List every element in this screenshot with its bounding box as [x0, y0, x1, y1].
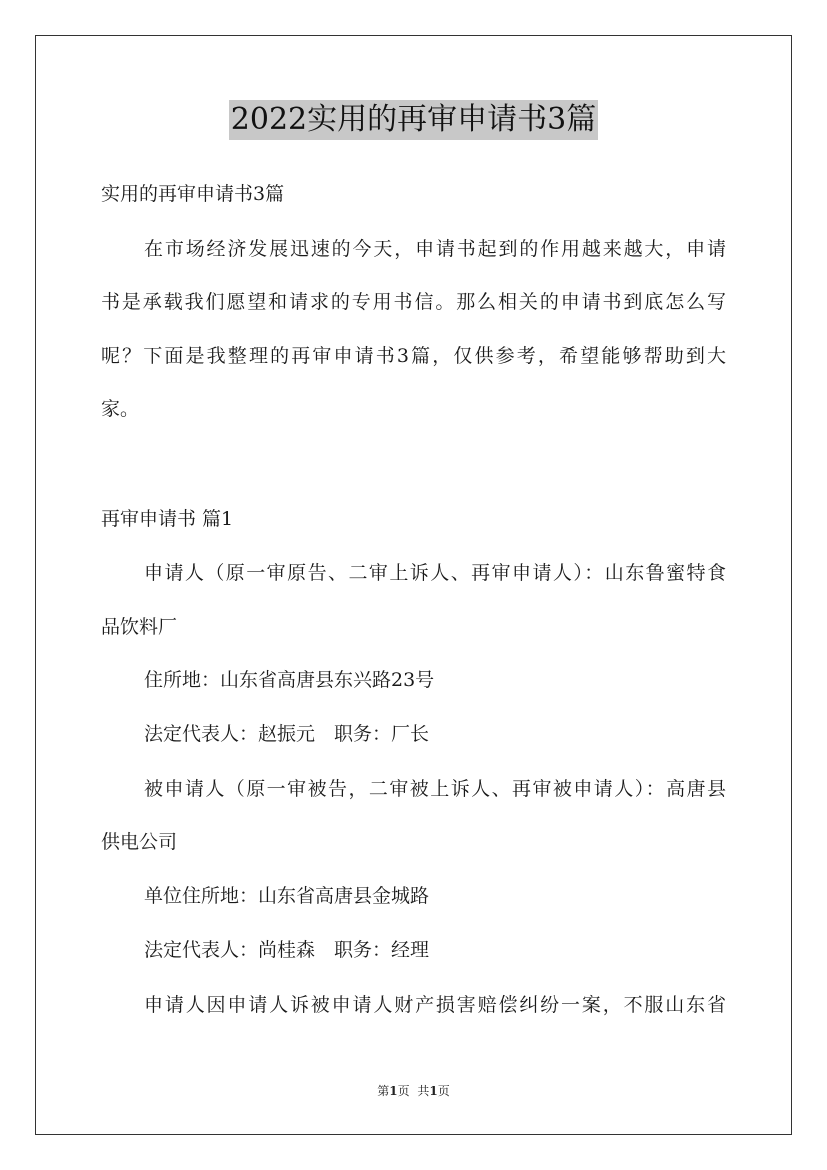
page-total: 1 — [429, 1084, 438, 1098]
body-line-3: 住所地：山东省高唐县东兴路23号 — [144, 669, 435, 691]
body-line-1: 申请人（原一审原告、二审上诉人、再审申请人）：山东鲁蜜特食 — [144, 562, 726, 584]
body-line-8: 法定代表人：尚桂森 职务：经理 — [144, 939, 430, 961]
body-line-4: 法定代表人：赵振元 职务：厂长 — [144, 723, 430, 745]
section-heading: 再审申请书 篇1 — [101, 508, 234, 530]
page-prefix: 第 — [377, 1084, 390, 1098]
body-line-7: 单位住所地：山东省高唐县金城路 — [144, 885, 430, 907]
page-footer — [0, 1083, 827, 1099]
title-block — [0, 100, 827, 140]
intro-line-4: 家。 — [101, 398, 140, 420]
subtitle: 实用的再审申请书3篇 — [101, 183, 285, 205]
page-suffix: 页 — [397, 1084, 410, 1098]
total-prefix: 共 — [417, 1084, 430, 1098]
body-line-9: 申请人因申请人诉被申请人财产损害赔偿纠纷一案，不服山东省 — [144, 994, 726, 1016]
intro-line-2: 书是承载我们愿望和请求的专用书信。那么相关的申请书到底怎么写 — [101, 291, 726, 313]
total-suffix: 页 — [437, 1084, 450, 1098]
document-title: 2022实用的再审申请书3篇 — [229, 100, 598, 140]
body-line-6: 供电公司 — [101, 831, 178, 853]
body-line-5: 被申请人（原一审被告，二审被上诉人、再审被申请人）：高唐县 — [144, 778, 726, 800]
intro-line-3: 呢？下面是我整理的再审申请书3篇，仅供参考，希望能够帮助到大 — [101, 345, 726, 367]
page-current: 1 — [389, 1084, 398, 1098]
body-line-2: 品饮料厂 — [101, 616, 178, 638]
intro-line-1: 在市场经济发展迅速的今天，申请书起到的作用越来越大，申请 — [144, 238, 726, 260]
